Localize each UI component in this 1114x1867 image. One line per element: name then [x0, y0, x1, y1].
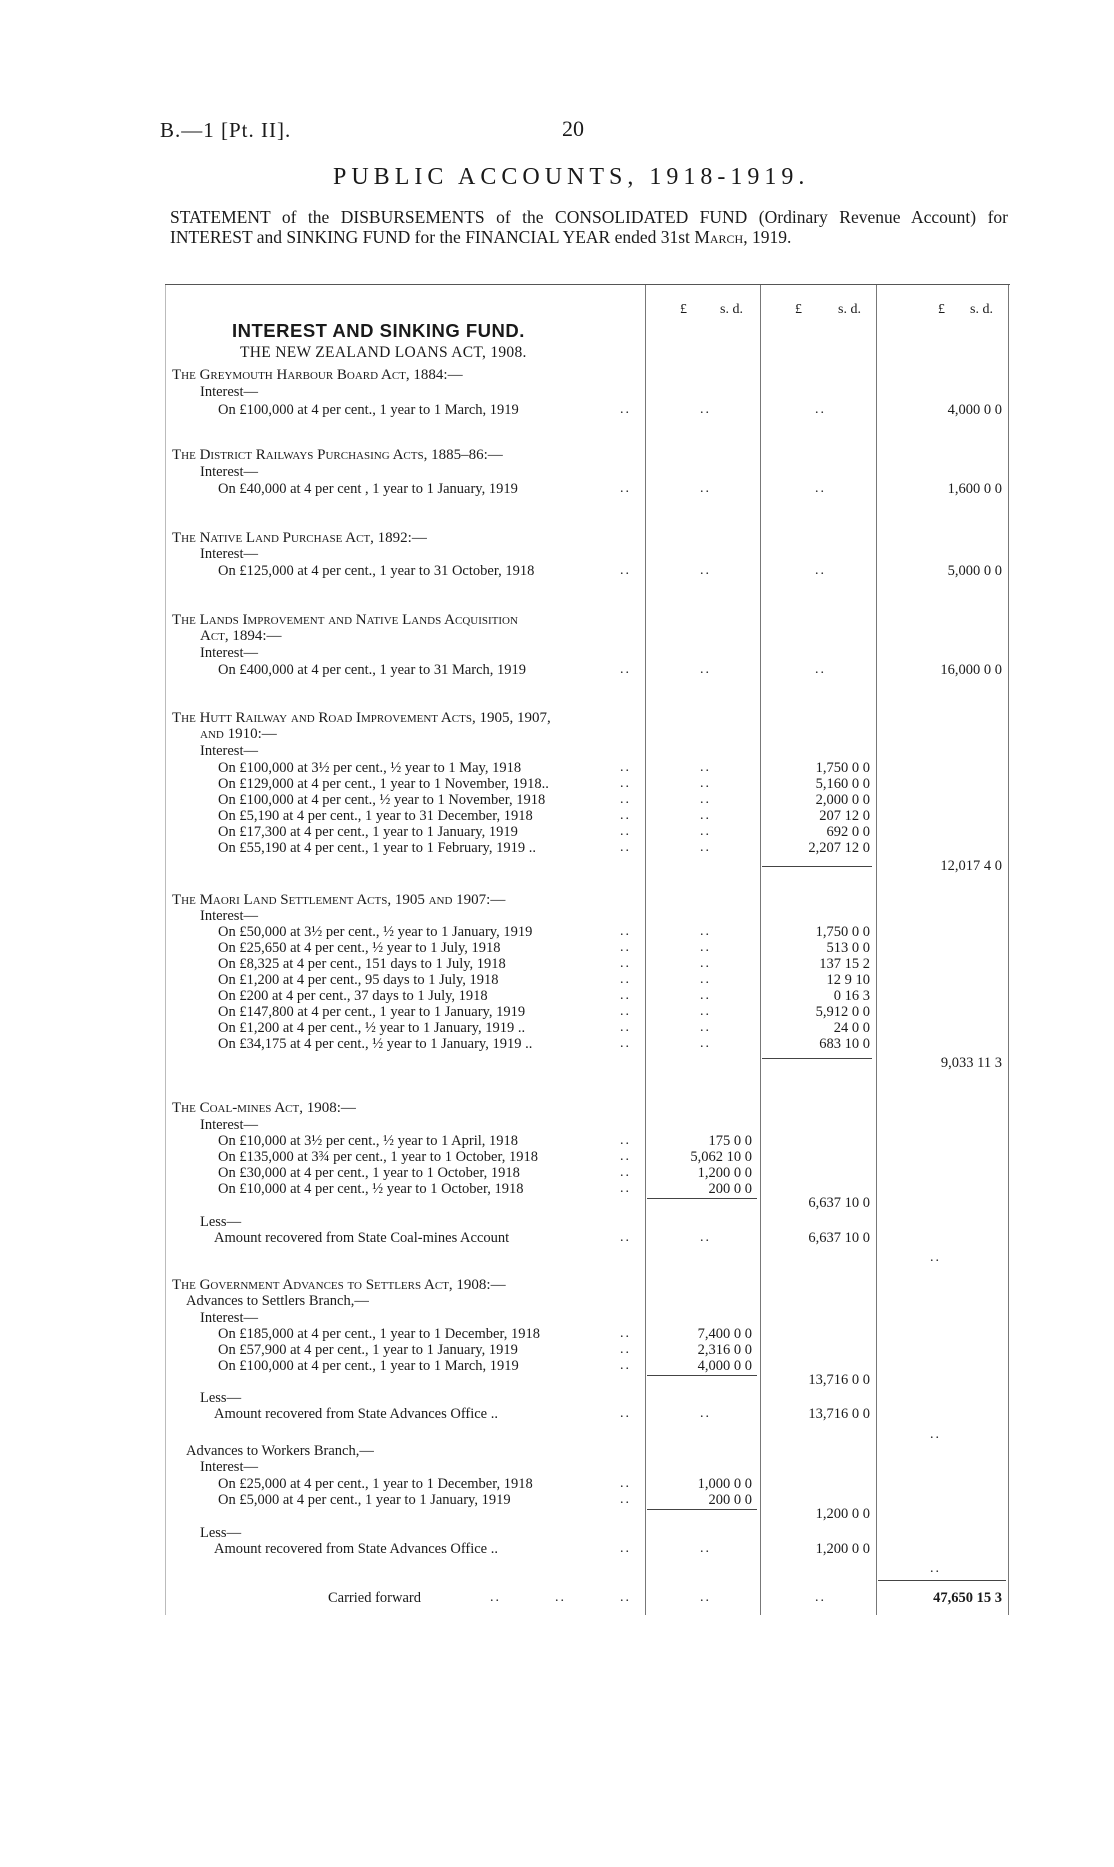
leader-dots: ..	[700, 840, 711, 855]
leader-dots: ..	[555, 1590, 566, 1605]
entry-amount: 200 0 0	[708, 1181, 752, 1197]
act-heading-cont: and 1910:—	[200, 726, 277, 742]
entry-line: On £10,000 at 3½ per cent., ½ year to 1 April, 1918	[218, 1133, 519, 1149]
entry-line: On £34,175 at 4 per cent., ½ year to 1 January, 1919 ..	[218, 1036, 533, 1052]
interest-label: Interest—	[200, 384, 258, 400]
subtotal-rule	[647, 1198, 757, 1199]
entry-line: On £55,190 at 4 per cent., 1 year to 1 February, 1919 ..	[218, 840, 536, 856]
entry-amount: 2,207 12 0	[808, 840, 870, 856]
entry-amount: 200 0 0	[708, 1492, 752, 1508]
leader-dots: ..	[620, 972, 631, 987]
subtotal-rule	[762, 866, 872, 867]
column-divider-1	[645, 285, 646, 1615]
leader-dots: ..	[620, 792, 631, 807]
leader-dots: ..	[620, 662, 631, 677]
entry-amount: 1,200 0 0	[697, 1165, 752, 1181]
leader-dots: ..	[620, 1020, 631, 1035]
subtotal-rule	[762, 1058, 872, 1059]
leader-dots: ..	[620, 1406, 631, 1421]
entry-line: On £147,800 at 4 per cent., 1 year to 1 January, 1919	[218, 1004, 526, 1020]
leader-dots: ..	[700, 662, 711, 677]
subtotal-amount: 1,200 0 0	[815, 1506, 870, 1522]
entry-line: On £57,900 at 4 per cent., 1 year to 1 January, 1919	[218, 1342, 518, 1358]
total-amount: 1,600 0 0	[947, 481, 1002, 497]
leader-dots: ..	[620, 563, 631, 578]
leader-dots: ..	[620, 956, 631, 971]
leader-dots: ..	[930, 1561, 941, 1576]
entry-line: On £17,300 at 4 per cent., 1 year to 1 January, 1919	[218, 824, 518, 840]
entry-line: On £25,000 at 4 per cent., 1 year to 1 December, 1918	[218, 1476, 533, 1492]
table-right-edge	[1008, 285, 1009, 1615]
document-code: B.—1 [Pt. II].	[160, 118, 292, 142]
col2-pound: £	[795, 302, 802, 317]
entry-amount: 683 10 0	[819, 1036, 870, 1052]
interest-label: Interest—	[200, 1117, 258, 1133]
entry-line: On £10,000 at 4 per cent., ½ year to 1 October, 1918	[218, 1181, 524, 1197]
leader-dots: ..	[700, 481, 711, 496]
entry-line: On £25,650 at 4 per cent., ½ year to 1 July, 1918	[218, 940, 501, 956]
recovered-line: Amount recovered from State Advances Office ..	[214, 1541, 498, 1557]
interest-label: Interest—	[200, 743, 258, 759]
entry-amount: 1,000 0 0	[697, 1476, 752, 1492]
table-left-edge	[165, 285, 166, 1615]
leader-dots: ..	[620, 402, 631, 417]
section-title: INTEREST AND SINKING FUND.	[232, 320, 525, 341]
entry-line: On £5,190 at 4 per cent., 1 year to 31 December, 1918	[218, 808, 533, 824]
entry-line: On £1,200 at 4 per cent., 95 days to 1 July, 1918	[218, 972, 499, 988]
leader-dots: ..	[700, 1036, 711, 1051]
leader-dots: ..	[620, 1133, 631, 1148]
entry-line: On £200 at 4 per cent., 37 days to 1 July, 1918	[218, 988, 488, 1004]
act-heading: The Maori Land Settlement Acts, 1905 and 1907:—	[172, 892, 506, 908]
entry-amount: 2,000 0 0	[815, 792, 870, 808]
col2-sd: s. d.	[838, 302, 861, 317]
entry-amount: 24 0 0	[833, 1020, 870, 1036]
entry-amount: 175 0 0	[708, 1133, 752, 1149]
leader-dots: ..	[700, 1230, 711, 1245]
entry-line: On £129,000 at 4 per cent., 1 year to 1 November, 1918..	[218, 776, 549, 792]
leader-dots: ..	[620, 1149, 631, 1164]
column-divider-2	[760, 285, 761, 1615]
leader-dots: ..	[620, 940, 631, 955]
statement-heading: STATEMENT of the DISBURSEMENTS of the CONSOLIDATED FUND (Ordinary Revenue Account) for INTEREST and SINKING FUND for the FINANCIAL YEAR ended 31st March, 1919.	[170, 207, 1008, 247]
entry-line: On £125,000 at 4 per cent., 1 year to 31 October, 1918	[218, 563, 535, 579]
leader-dots: ..	[700, 956, 711, 971]
leader-dots: ..	[620, 1230, 631, 1245]
branch-heading: Advances to Workers Branch,—	[186, 1443, 374, 1459]
leader-dots: ..	[700, 776, 711, 791]
subtotal-rule	[647, 1509, 757, 1510]
interest-label: Interest—	[200, 464, 258, 480]
total-rule	[878, 1580, 1006, 1581]
interest-label: Interest—	[200, 546, 258, 562]
entry-line: On £100,000 at 4 per cent., 1 year to 1 March, 1919	[218, 1358, 519, 1374]
total-amount: 12,017 4 0	[940, 858, 1002, 874]
leader-dots: ..	[620, 1541, 631, 1556]
entry-amount: 207 12 0	[819, 808, 870, 824]
leader-dots: ..	[620, 1326, 631, 1341]
branch-heading: Advances to Settlers Branch,—	[186, 1293, 369, 1309]
entry-amount: 5,062 10 0	[690, 1149, 752, 1165]
leader-dots: ..	[815, 481, 826, 496]
entry-amount: 7,400 0 0	[697, 1326, 752, 1342]
column-divider-3	[876, 285, 877, 1615]
leader-dots: ..	[620, 776, 631, 791]
leader-dots: ..	[815, 662, 826, 677]
entry-amount: 5,912 0 0	[815, 1004, 870, 1020]
entry-line: On £30,000 at 4 per cent., 1 year to 1 October, 1918	[218, 1165, 520, 1181]
leader-dots: ..	[700, 972, 711, 987]
leader-dots: ..	[700, 988, 711, 1003]
act-heading: The Government Advances to Settlers Act, 1908:—	[172, 1277, 506, 1293]
recovered-line: Amount recovered from State Advances Office ..	[214, 1406, 498, 1422]
leader-dots: ..	[620, 988, 631, 1003]
page-number: 20	[562, 116, 584, 141]
recovered-amount: 6,637 10 0	[808, 1230, 870, 1246]
sub-title: THE NEW ZEALAND LOANS ACT, 1908.	[240, 344, 527, 361]
entry-line: On £1,200 at 4 per cent., ½ year to 1 January, 1919 ..	[218, 1020, 526, 1036]
carried-forward-label: Carried forward	[328, 1590, 421, 1606]
total-amount: 4,000 0 0	[947, 402, 1002, 418]
leader-dots: ..	[620, 1181, 631, 1196]
leader-dots: ..	[930, 1250, 941, 1265]
interest-label: Interest—	[200, 1459, 258, 1475]
recovered-amount: 13,716 0 0	[808, 1406, 870, 1422]
leader-dots: ..	[700, 792, 711, 807]
leader-dots: ..	[700, 824, 711, 839]
entry-line: On £100,000 at 4 per cent., ½ year to 1 November, 1918	[218, 792, 546, 808]
leader-dots: ..	[620, 824, 631, 839]
entry-amount: 5,160 0 0	[815, 776, 870, 792]
entry-amount: 0 16 3	[833, 988, 870, 1004]
recovered-line: Amount recovered from State Coal-mines Account	[214, 1230, 510, 1246]
col1-pound: £	[680, 302, 687, 317]
leader-dots: ..	[700, 1020, 711, 1035]
leader-dots: ..	[620, 808, 631, 823]
entry-line: On £50,000 at 3½ per cent., ½ year to 1 January, 1919	[218, 924, 533, 940]
subtotal-amount: 13,716 0 0	[808, 1372, 870, 1388]
leader-dots: ..	[700, 924, 711, 939]
carried-forward-total: 47,650 15 3	[933, 1590, 1002, 1606]
leader-dots: ..	[700, 760, 711, 775]
leader-dots: ..	[620, 840, 631, 855]
leader-dots: ..	[620, 1036, 631, 1051]
entry-amount: 137 15 2	[819, 956, 870, 972]
leader-dots: ..	[620, 924, 631, 939]
total-amount: 16,000 0 0	[940, 662, 1002, 678]
entry-amount: 12 9 10	[826, 972, 870, 988]
leader-dots: ..	[700, 1541, 711, 1556]
entry-line: On £135,000 at 3¾ per cent., 1 year to 1 October, 1918	[218, 1149, 538, 1165]
col3-pound: £	[938, 302, 945, 317]
less-label: Less—	[200, 1390, 242, 1406]
leader-dots: ..	[490, 1590, 501, 1605]
entry-line: On £40,000 at 4 per cent , 1 year to 1 January, 1919	[218, 481, 518, 497]
leader-dots: ..	[700, 1004, 711, 1019]
entry-line: On £5,000 at 4 per cent., 1 year to 1 January, 1919	[218, 1492, 511, 1508]
act-heading: The District Railways Purchasing Acts, 1885–86:—	[172, 447, 503, 463]
col3-sd: s. d.	[970, 302, 993, 317]
entry-amount: 692 0 0	[826, 824, 870, 840]
entry-line: On £100,000 at 4 per cent., 1 year to 1 March, 1919	[218, 402, 519, 418]
table-top-rule	[165, 284, 1010, 285]
leader-dots: ..	[620, 1492, 631, 1507]
leader-dots: ..	[620, 1004, 631, 1019]
act-heading-cont: Act, 1894:—	[200, 628, 282, 644]
entry-amount: 1,750 0 0	[815, 760, 870, 776]
act-heading: The Hutt Railway and Road Improvement Acts, 1905, 1907,	[172, 710, 551, 726]
leader-dots: ..	[930, 1427, 941, 1442]
act-heading: The Lands Improvement and Native Lands Acquisition	[172, 612, 518, 628]
leader-dots: ..	[620, 760, 631, 775]
interest-label: Interest—	[200, 645, 258, 661]
leader-dots: ..	[815, 402, 826, 417]
leader-dots: ..	[620, 1342, 631, 1357]
entry-amount: 1,750 0 0	[815, 924, 870, 940]
leader-dots: ..	[620, 1165, 631, 1180]
leader-dots: ..	[700, 940, 711, 955]
entry-line: On £8,325 at 4 per cent., 151 days to 1 July, 1918	[218, 956, 506, 972]
leader-dots: ..	[700, 808, 711, 823]
total-amount: 9,033 11 3	[940, 1055, 1002, 1071]
entry-amount: 2,316 0 0	[697, 1342, 752, 1358]
entry-line: On £400,000 at 4 per cent., 1 year to 31 March, 1919	[218, 662, 527, 678]
entry-line: On £100,000 at 3½ per cent., ½ year to 1 May, 1918	[218, 760, 522, 776]
act-heading: The Coal-mines Act, 1908:—	[172, 1100, 356, 1116]
total-amount: 5,000 0 0	[947, 563, 1002, 579]
less-label: Less—	[200, 1525, 242, 1541]
subtotal-rule	[647, 1375, 757, 1376]
entry-amount: 513 0 0	[826, 940, 870, 956]
leader-dots: ..	[620, 1476, 631, 1491]
leader-dots: ..	[620, 1358, 631, 1373]
leader-dots: ..	[700, 402, 711, 417]
page-title: PUBLIC ACCOUNTS, 1918-1919.	[333, 164, 810, 190]
leader-dots: ..	[620, 481, 631, 496]
leader-dots: ..	[815, 563, 826, 578]
act-heading: The Greymouth Harbour Board Act, 1884:—	[172, 367, 463, 383]
entry-amount: 4,000 0 0	[697, 1358, 752, 1374]
leader-dots: ..	[815, 1590, 826, 1605]
leader-dots: ..	[700, 1406, 711, 1421]
recovered-amount: 1,200 0 0	[815, 1541, 870, 1557]
subtotal-amount: 6,637 10 0	[808, 1195, 870, 1211]
act-heading: The Native Land Purchase Act, 1892:—	[172, 530, 427, 546]
col1-sd: s. d.	[720, 302, 743, 317]
leader-dots: ..	[700, 563, 711, 578]
leader-dots: ..	[700, 1590, 711, 1605]
less-label: Less—	[200, 1214, 242, 1230]
interest-label: Interest—	[200, 908, 258, 924]
interest-label: Interest—	[200, 1310, 258, 1326]
entry-line: On £185,000 at 4 per cent., 1 year to 1 December, 1918	[218, 1326, 540, 1342]
leader-dots: ..	[620, 1590, 631, 1605]
